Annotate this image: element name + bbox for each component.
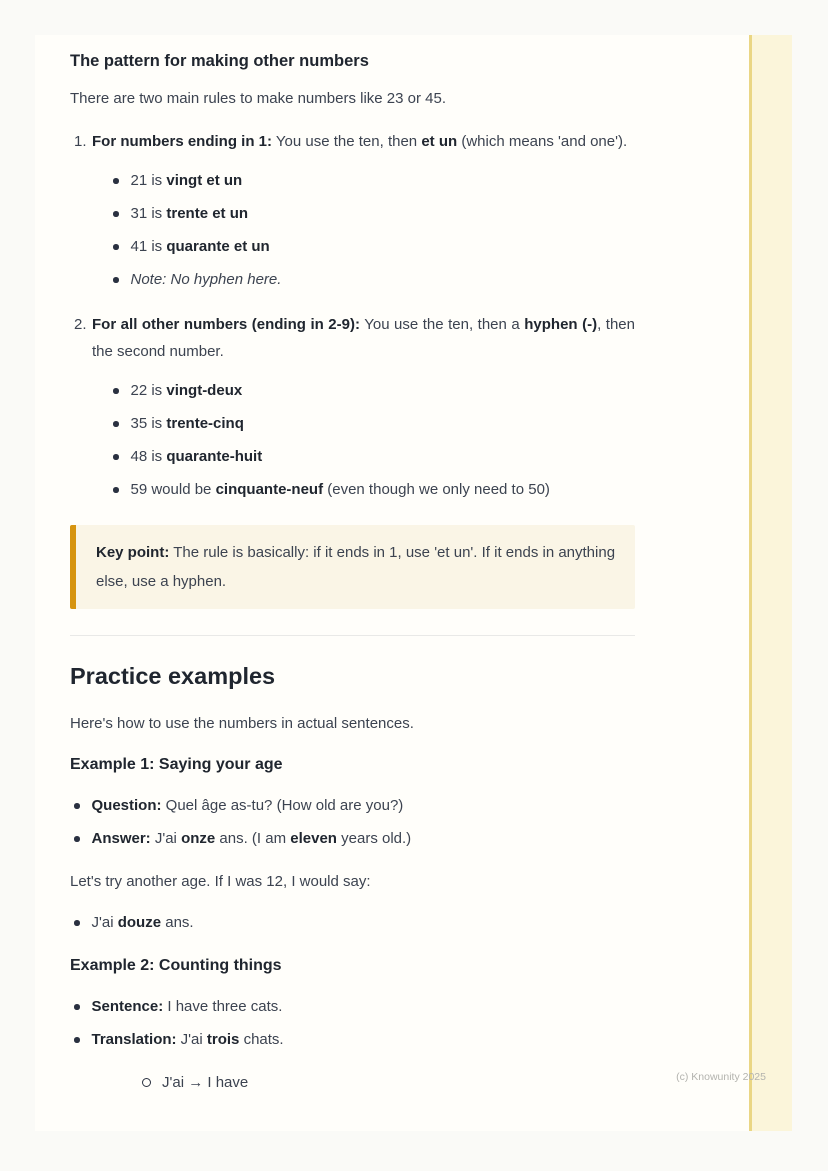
text-segment: quarante et un [166, 238, 270, 255]
list-item [70, 202, 635, 225]
text-segment: ans. (I am [215, 830, 291, 847]
list-item-text [92, 1028, 636, 1051]
text-segment: 21 is [130, 172, 167, 189]
text-segment: 35 is [130, 415, 167, 432]
sub-heading [70, 49, 635, 73]
text-segment: 22 is [130, 382, 167, 399]
bullet-icon [113, 388, 119, 394]
text-segment: trente-cinq [166, 415, 244, 432]
list-item [70, 1071, 635, 1094]
text-segment: Answer: [91, 830, 151, 847]
accent-strip [749, 35, 792, 1131]
bullet-icon [113, 211, 119, 217]
text-segment: eleven [290, 830, 337, 847]
list-item [70, 478, 635, 501]
text-segment: J'ai [150, 830, 182, 847]
list-item-text [162, 1071, 635, 1094]
text-segment: chats. [239, 1031, 284, 1048]
text-segment: vingt-deux [166, 382, 243, 399]
text-segment: trente et un [166, 205, 249, 222]
text-segment: (even though we only need to 50) [323, 481, 550, 498]
text-segment: 31 is [130, 205, 167, 222]
list-item-text [92, 911, 636, 934]
list-item [70, 169, 635, 192]
bullet-icon [113, 454, 119, 460]
circle-bullet-icon [142, 1078, 151, 1087]
text-segment: Translation: [91, 1031, 177, 1048]
section-title [70, 662, 635, 690]
list-item-text [131, 379, 636, 402]
text-segment: onze [181, 830, 216, 847]
bullet-icon [113, 178, 119, 184]
text-segment: You use the ten, then a [359, 316, 525, 333]
text-segment: vingt et un [166, 172, 243, 189]
list-item-text [131, 202, 636, 225]
list-item-text [92, 128, 635, 155]
list-number: 1. [74, 133, 87, 150]
bullet-icon [74, 1037, 80, 1043]
text-segment: cinquante-neuf [215, 481, 324, 498]
watermark: (c) Knowunity 2025 [676, 1071, 766, 1083]
key-point-callout [70, 525, 635, 609]
text-segment: Here's how to use the numbers in actual sentences. [70, 715, 414, 732]
content-column [70, 49, 635, 1104]
list-item-text [92, 827, 636, 850]
sub-heading [70, 954, 635, 977]
text-segment: , then the second number. [92, 316, 635, 360]
text-segment: For numbers ending in 1: [92, 133, 273, 150]
list-item-text [92, 995, 636, 1018]
text-segment: douze [117, 914, 162, 931]
text-segment: J'ai [91, 914, 118, 931]
list-item-text [131, 445, 636, 468]
section-divider [70, 635, 635, 636]
text-segment: ans. [161, 914, 194, 931]
text-segment: Key point: [96, 544, 170, 561]
text-segment: Let's try another age. If I was 12, I would say: [70, 873, 371, 890]
text-segment: Question: [91, 797, 162, 814]
text-segment: J'ai → I have [162, 1074, 249, 1091]
text-segment: I have three cats. [163, 998, 283, 1015]
list-item [70, 995, 635, 1018]
text-segment: years old.) [336, 830, 412, 847]
bullet-icon [74, 836, 80, 842]
list-item-text [131, 268, 636, 291]
text-segment: (which means 'and one'). [457, 133, 628, 150]
text-segment: 48 is [130, 448, 167, 465]
text-segment: hyphen (-) [524, 316, 598, 333]
list-item [70, 311, 635, 365]
bullet-icon [113, 487, 119, 493]
list-item [70, 412, 635, 435]
text-segment: 59 would be [130, 481, 216, 498]
text-segment: Practice examples [70, 663, 276, 689]
text-segment: There are two main rules to make numbers like 23 or 45. [70, 90, 447, 107]
list-item [70, 1028, 635, 1051]
text-segment: et un [421, 133, 458, 150]
list-item-text [131, 169, 636, 192]
list-item [70, 445, 635, 468]
list-item [70, 268, 635, 291]
text-segment: The pattern for making other numbers [70, 52, 369, 70]
list-item [70, 794, 635, 817]
list-item-text [92, 311, 635, 365]
list-item-text [131, 478, 636, 501]
text-segment: Quel âge as-tu? (How old are you?) [161, 797, 404, 814]
text-segment: Note: No hyphen here. [130, 271, 282, 288]
bullet-icon [74, 803, 80, 809]
document-page [35, 35, 792, 1131]
bullet-icon [74, 920, 80, 926]
list-item [70, 128, 635, 155]
text-segment: Example 1: Saying your age [70, 756, 283, 773]
text-segment: quarante-huit [166, 448, 263, 465]
sub-heading [70, 753, 635, 776]
text-segment: Example 2: Counting things [70, 957, 282, 974]
list-number: 2. [74, 316, 87, 333]
text-segment: trois [206, 1031, 240, 1048]
text-segment: The rule is basically: if it ends in 1, use 'et un'. If it ends in anything else, use a hyphen. [96, 544, 616, 590]
text-segment: 41 is [130, 238, 167, 255]
bullet-icon [113, 421, 119, 427]
list-item-text [131, 235, 636, 258]
text-segment: Sentence: [91, 998, 164, 1015]
list-item-text [92, 794, 636, 817]
paragraph [70, 87, 635, 110]
paragraph [70, 712, 635, 735]
bullet-icon [113, 244, 119, 250]
list-item-text [131, 412, 636, 435]
list-item [70, 235, 635, 258]
text-segment: You use the ten, then [272, 133, 422, 150]
list-item [70, 911, 635, 934]
text-segment: J'ai [176, 1031, 207, 1048]
text-segment: For all other numbers (ending in 2-9): [92, 316, 360, 333]
bullet-icon [113, 277, 119, 283]
list-item [70, 379, 635, 402]
list-item [70, 827, 635, 850]
bullet-icon [74, 1004, 80, 1010]
paragraph [70, 870, 635, 893]
